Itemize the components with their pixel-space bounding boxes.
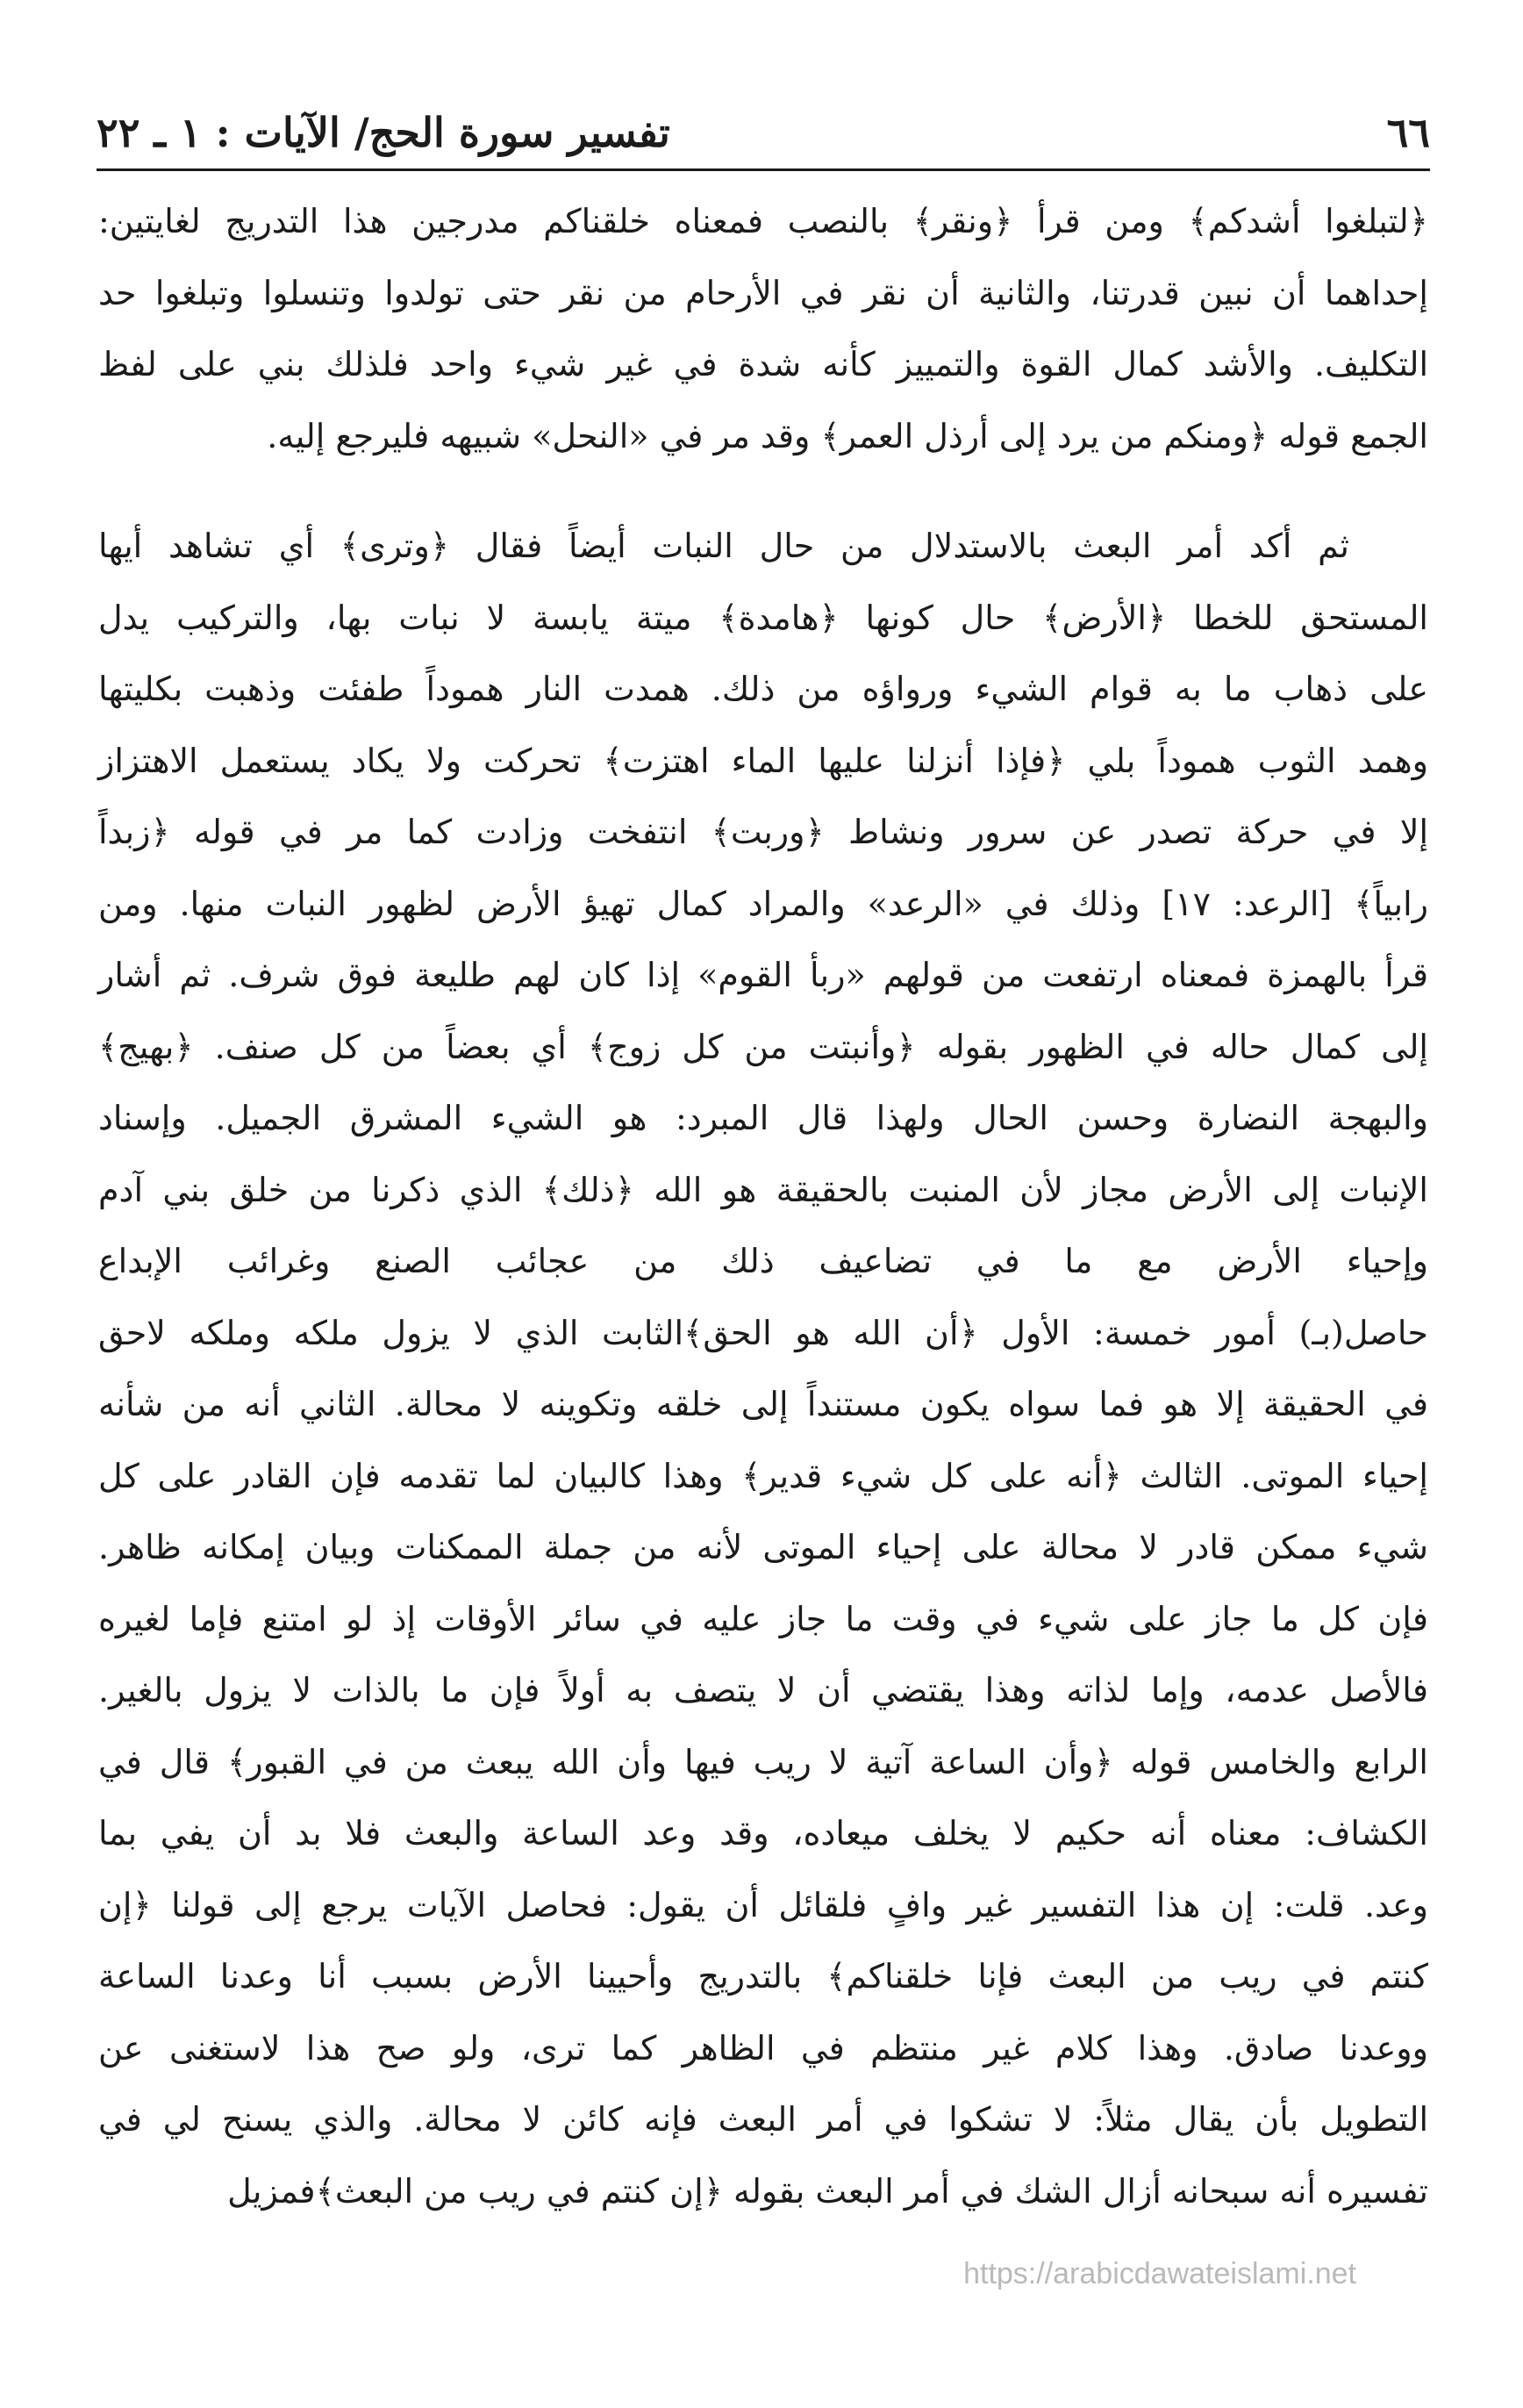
text-line: الإنبات إلى الأرض مجاز لأن المنبت بالحقيقة هو الله ﴿ذلك﴾ الذي ذكرنا من خلق بني آدم <box>98 1170 1428 1209</box>
text-line: ثم أكد أمر البعث بالاستدلال من حال النبات أيضاً فقال ﴿وترى﴾ أي تشاهد أيها <box>98 527 1349 565</box>
text-line: إلى كمال حاله في الظهور بقوله ﴿وأنبتت من كل زوج﴾ أي بعضاً من كل صنف. ﴿بهيج﴾ <box>98 1027 1428 1066</box>
text-line: فالأصل عدمه، وإما لذاته وهذا يقتضي أن لا يتصف به أولاً فإن ما بالذات لا يزول بالغير. <box>98 1671 1428 1709</box>
text-line: والبهجة النضارة وحسن الحال ولهذا قال المبرد: هو الشيء المشرق الجميل. وإسناد <box>98 1099 1428 1137</box>
watermark-url: https://arabicdawateislami.net <box>963 2257 1356 2290</box>
text-line: ووعدنا صادق. وهذا كلام غير منتظم في الظاهر كما ترى، ولو صح هذا لاستغنى عن <box>98 2028 1428 2068</box>
paragraph <box>98 511 1428 2227</box>
running-title: تفسير سورة الحج/ الآيات : ١ ـ ٢٢ <box>97 109 670 156</box>
text-line: التكليف. والأشد كمال القوة والتمييز كأنه شدة في غير شيء واحد فلذلك بني على لفظ <box>98 345 1428 383</box>
page-header <box>97 107 1430 168</box>
text-line: الجمع قوله ﴿ومنكم من يرد إلى أرذل العمر﴾ وقد مر في «النحل» شبيهه فليرجع إليه. <box>267 416 1428 455</box>
text-line: وهمد الثوب هموداً بلي ﴿فإذا أنزلنا عليها الماء اهتزت﴾ تحركت ولا يكاد يستعمل الاهتزاز <box>98 741 1428 780</box>
page-number: ٦٦ <box>1386 109 1430 156</box>
tafsir-text-body <box>98 186 1428 2227</box>
paragraph <box>98 186 1428 472</box>
text-line: التطويل بأن يقال مثلاً: لا تشكوا في أمر البعث فإنه كائن لا محالة. والذي يسنح لي في <box>98 2100 1428 2139</box>
text-line: شيء ممكن قادر لا محالة على إحياء الموتى لأنه من جملة الممكنات وبيان إمكانه ظاهر. <box>98 1528 1428 1566</box>
text-line: وإحياء الأرض مع ما في تضاعيف ذلك من عجائب الصنع وغرائب الإبداع <box>98 1242 1428 1280</box>
text-line: كنتم في ريب من البعث فإنا خلقناكم﴾ بالتدريج وأحيينا الأرض بسبب أنا وعدنا الساعة <box>98 1957 1428 1996</box>
text-line: على ذهاب ما به قوام الشيء ورواؤه من ذلك. همدت النار هموداً طفئت وذهبت بكليتها <box>98 670 1428 708</box>
text-line: إحداهما أن نبين قدرتنا، والثانية أن نقر في الأرحام من نقر حتى تولدوا وتنسلوا وتبلغوا حد <box>98 273 1428 312</box>
text-line: قرأ بالهمزة فمعناه ارتفعت من قولهم «ربأ القوم» إذا كان لهم طليعة فوق شرف. ثم أشار <box>98 956 1428 994</box>
text-line: الكشاف: معناه أنه حكيم لا يخلف ميعاده، وقد وعد الساعة والبعث فلا بد أن يفي بما <box>98 1814 1428 1853</box>
text-line: ﴿لتبلغوا أشدكم﴾ ومن قرأ ﴿ونقر﴾ بالنصب فمعناه خلقناكم مدرجين هذا التدريج لغايتين: <box>98 202 1428 240</box>
text-line: إلا في حركة تصدر عن سرور ونشاط ﴿وربت﴾ انتفخت وزادت كما مر في قوله ﴿زبداً <box>98 813 1428 851</box>
text-line: تفسيره أنه سبحانه أزال الشك في أمر البعث بقوله ﴿إن كنتم في ريب من البعث﴾فمزيل <box>227 2171 1428 2211</box>
text-line: وعد. قلت: إن هذا التفسير غير وافٍ فلقائل أن يقول: فحاصل الآيات يرجع إلى قولنا ﴿إن <box>98 1885 1428 1924</box>
text-line: رابياً﴾ [الرعد: ١٧] وذلك في «الرعد» والمراد كمال تهيؤ الأرض لظهور النبات منها. ومن <box>98 884 1428 923</box>
text-line: المستحق للخطا ﴿الأرض﴾ حال كونها ﴿هامدة﴾ ميتة يابسة لا نبات بها، والتركيب يدل <box>98 598 1428 637</box>
text-line: إحياء الموتى. الثالث ﴿أنه على كل شيء قدير﴾ وهذا كالبيان لما تقدمه فإن القادر على كل <box>98 1456 1428 1495</box>
text-line: الرابع والخامس قوله ﴿وأن الساعة آتية لا ريب فيها وأن الله يبعث من في القبور﴾ قال في <box>98 1742 1428 1781</box>
text-line: حاصل(بـ) أمور خمسة: الأول ﴿أن الله هو الحق﴾الثابت الذي لا يزول ملكه وملكه لاحق <box>98 1313 1428 1352</box>
paragraph-gap <box>98 472 1428 511</box>
text-line: في الحقيقة إلا هو فما سواه يكون مستنداً إلى خلقه وتكوينه لا محالة. الثاني أنه من شأنه <box>98 1385 1428 1423</box>
text-line: فإن كل ما جاز على شيء في وقت ما جاز عليه في سائر الأوقات إذ لو امتنع فإما لغيره <box>98 1599 1428 1638</box>
header-rule <box>97 168 1430 171</box>
